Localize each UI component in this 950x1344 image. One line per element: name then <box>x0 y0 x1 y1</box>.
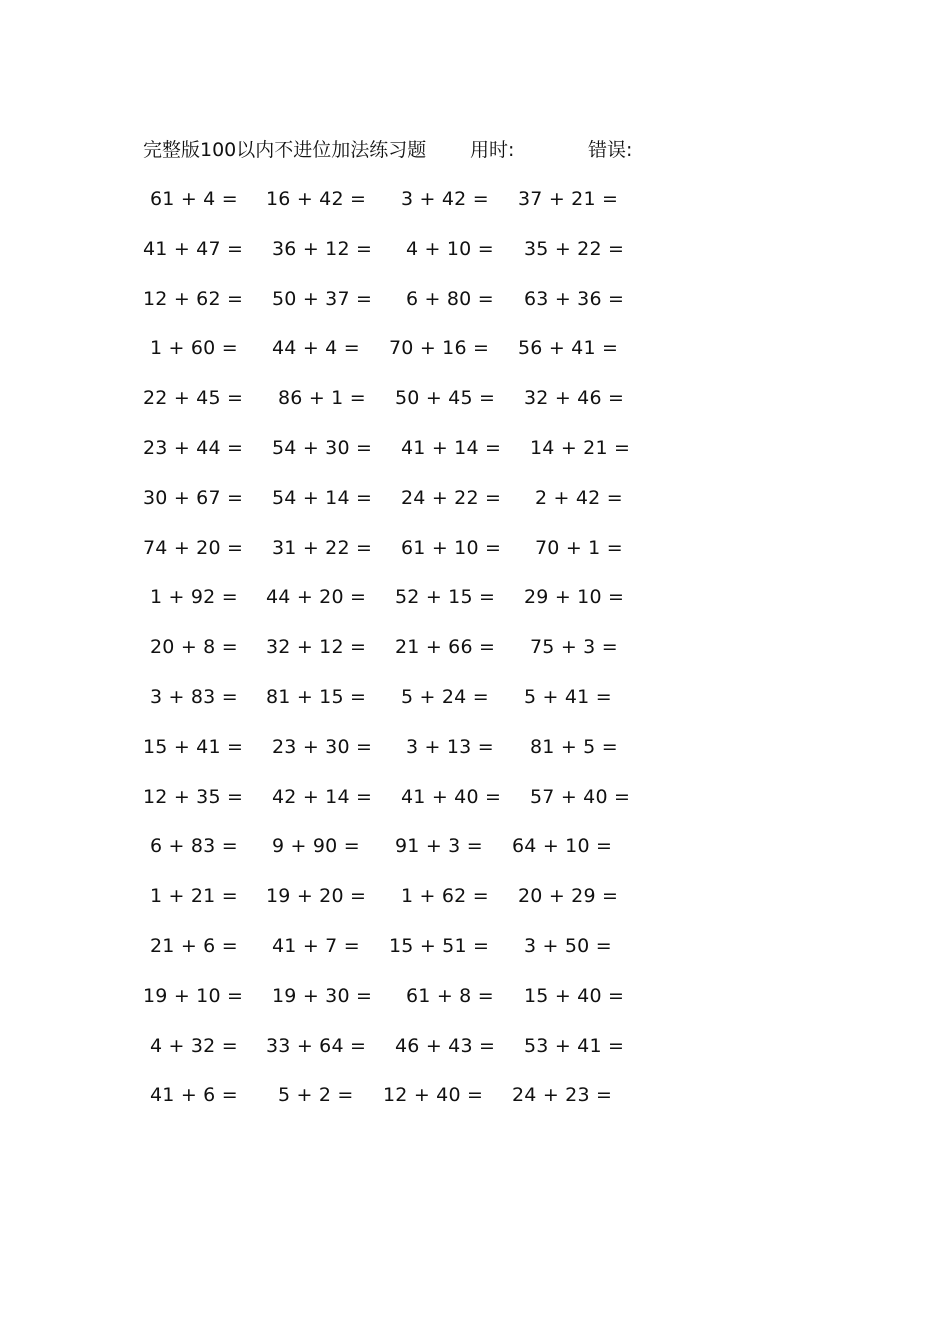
problem-row <box>0 285 950 335</box>
problem-item: 46 + 43 = <box>395 1034 496 1057</box>
problem-row <box>0 882 950 932</box>
problem-item: 4 + 10 = <box>406 237 494 260</box>
problem-row <box>0 1032 950 1082</box>
problem-item: 29 + 10 = <box>524 586 625 609</box>
problem-item: 21 + 66 = <box>395 636 496 659</box>
problem-item: 37 + 21 = <box>518 188 619 210</box>
problem-item: 52 + 15 = <box>395 586 496 609</box>
problem-item: 3 + 50 = <box>524 934 612 957</box>
problem-item: 23 + 44 = <box>143 436 244 459</box>
problem-item: 41 + 6 = <box>150 1084 238 1107</box>
problem-item: 20 + 8 = <box>150 636 238 659</box>
problem-item: 6 + 83 = <box>150 835 238 858</box>
problem-item: 81 + 5 = <box>530 735 618 758</box>
problem-item: 22 + 45 = <box>143 387 244 410</box>
problem-item: 2 + 42 = <box>535 486 623 509</box>
problem-item: 12 + 35 = <box>143 785 244 808</box>
problem-item: 6 + 80 = <box>406 287 494 310</box>
problem-row <box>0 832 950 882</box>
problem-item: 5 + 24 = <box>401 685 489 708</box>
problem-item: 12 + 62 = <box>143 287 244 310</box>
problem-item: 19 + 30 = <box>272 984 373 1007</box>
problem-item: 41 + 47 = <box>143 237 244 260</box>
problem-item: 19 + 20 = <box>266 885 367 908</box>
problem-item: 23 + 30 = <box>272 735 373 758</box>
problem-item: 1 + 92 = <box>150 586 238 609</box>
problem-row <box>0 1081 950 1131</box>
problem-row <box>0 484 950 534</box>
problem-item: 57 + 40 = <box>530 785 631 808</box>
problem-item: 9 + 90 = <box>272 835 360 858</box>
problem-item: 36 + 12 = <box>272 237 373 260</box>
problem-item: 15 + 51 = <box>389 934 490 957</box>
problem-item: 41 + 7 = <box>272 934 360 957</box>
problem-item: 42 + 14 = <box>272 785 373 808</box>
problem-item: 74 + 20 = <box>143 536 244 559</box>
problem-item: 63 + 36 = <box>524 287 625 310</box>
problem-item: 91 + 3 = <box>395 835 483 858</box>
problem-item: 5 + 2 = <box>278 1084 354 1107</box>
problem-item: 14 + 21 = <box>530 436 631 459</box>
problem-row <box>0 334 950 384</box>
error-label: 错误: <box>588 139 633 161</box>
problem-item: 32 + 12 = <box>266 636 367 659</box>
problem-row <box>0 583 950 633</box>
problem-item: 31 + 22 = <box>272 536 373 559</box>
problem-item: 86 + 1 = <box>278 387 366 410</box>
problem-row <box>0 384 950 434</box>
problem-item: 41 + 40 = <box>401 785 502 808</box>
problem-item: 64 + 10 = <box>512 835 613 858</box>
problem-row <box>0 633 950 683</box>
problem-row <box>0 534 950 584</box>
problem-row <box>0 932 950 982</box>
problem-item: 15 + 40 = <box>524 984 625 1007</box>
problem-row <box>0 185 950 235</box>
problem-item: 35 + 22 = <box>524 237 625 260</box>
problem-row <box>0 434 950 484</box>
problem-item: 4 + 32 = <box>150 1034 238 1057</box>
problem-item: 61 + 4 = <box>150 188 238 210</box>
problem-item: 44 + 20 = <box>266 586 367 609</box>
problem-item: 3 + 42 = <box>401 188 489 210</box>
problem-item: 61 + 8 = <box>406 984 494 1007</box>
problem-item: 12 + 40 = <box>383 1084 484 1107</box>
problem-item: 54 + 30 = <box>272 436 373 459</box>
problem-item: 1 + 21 = <box>150 885 238 908</box>
problem-row <box>0 683 950 733</box>
problem-item: 54 + 14 = <box>272 486 373 509</box>
problem-item: 3 + 83 = <box>150 685 238 708</box>
problem-row <box>0 733 950 783</box>
problem-item: 24 + 22 = <box>401 486 502 509</box>
problem-item: 20 + 29 = <box>518 885 619 908</box>
problem-row <box>0 783 950 833</box>
problem-item: 15 + 41 = <box>143 735 244 758</box>
problem-item: 56 + 41 = <box>518 337 619 360</box>
problem-item: 50 + 45 = <box>395 387 496 410</box>
problem-item: 33 + 64 = <box>266 1034 367 1057</box>
worksheet-header <box>143 136 663 164</box>
problem-row <box>0 982 950 1032</box>
problem-item: 19 + 10 = <box>143 984 244 1007</box>
problem-item: 1 + 60 = <box>150 337 238 360</box>
problem-item: 50 + 37 = <box>272 287 373 310</box>
problem-row <box>0 235 950 285</box>
problem-item: 3 + 13 = <box>406 735 494 758</box>
problem-item: 41 + 14 = <box>401 436 502 459</box>
problem-item: 70 + 1 = <box>535 536 623 559</box>
problem-item: 32 + 46 = <box>524 387 625 410</box>
problem-item: 81 + 15 = <box>266 685 367 708</box>
worksheet-title: 完整版100以内不进位加法练习题 <box>143 139 427 161</box>
problem-item: 5 + 41 = <box>524 685 612 708</box>
problem-item: 24 + 23 = <box>512 1084 613 1107</box>
problem-item: 16 + 42 = <box>266 188 367 210</box>
problem-item: 61 + 10 = <box>401 536 502 559</box>
problem-item: 44 + 4 = <box>272 337 360 360</box>
time-label: 用时: <box>470 139 515 161</box>
problem-item: 70 + 16 = <box>389 337 490 360</box>
problem-item: 30 + 67 = <box>143 486 244 509</box>
problem-grid <box>0 185 950 1131</box>
problem-item: 75 + 3 = <box>530 636 618 659</box>
problem-item: 53 + 41 = <box>524 1034 625 1057</box>
problem-item: 1 + 62 = <box>401 885 489 908</box>
problem-item: 21 + 6 = <box>150 934 238 957</box>
